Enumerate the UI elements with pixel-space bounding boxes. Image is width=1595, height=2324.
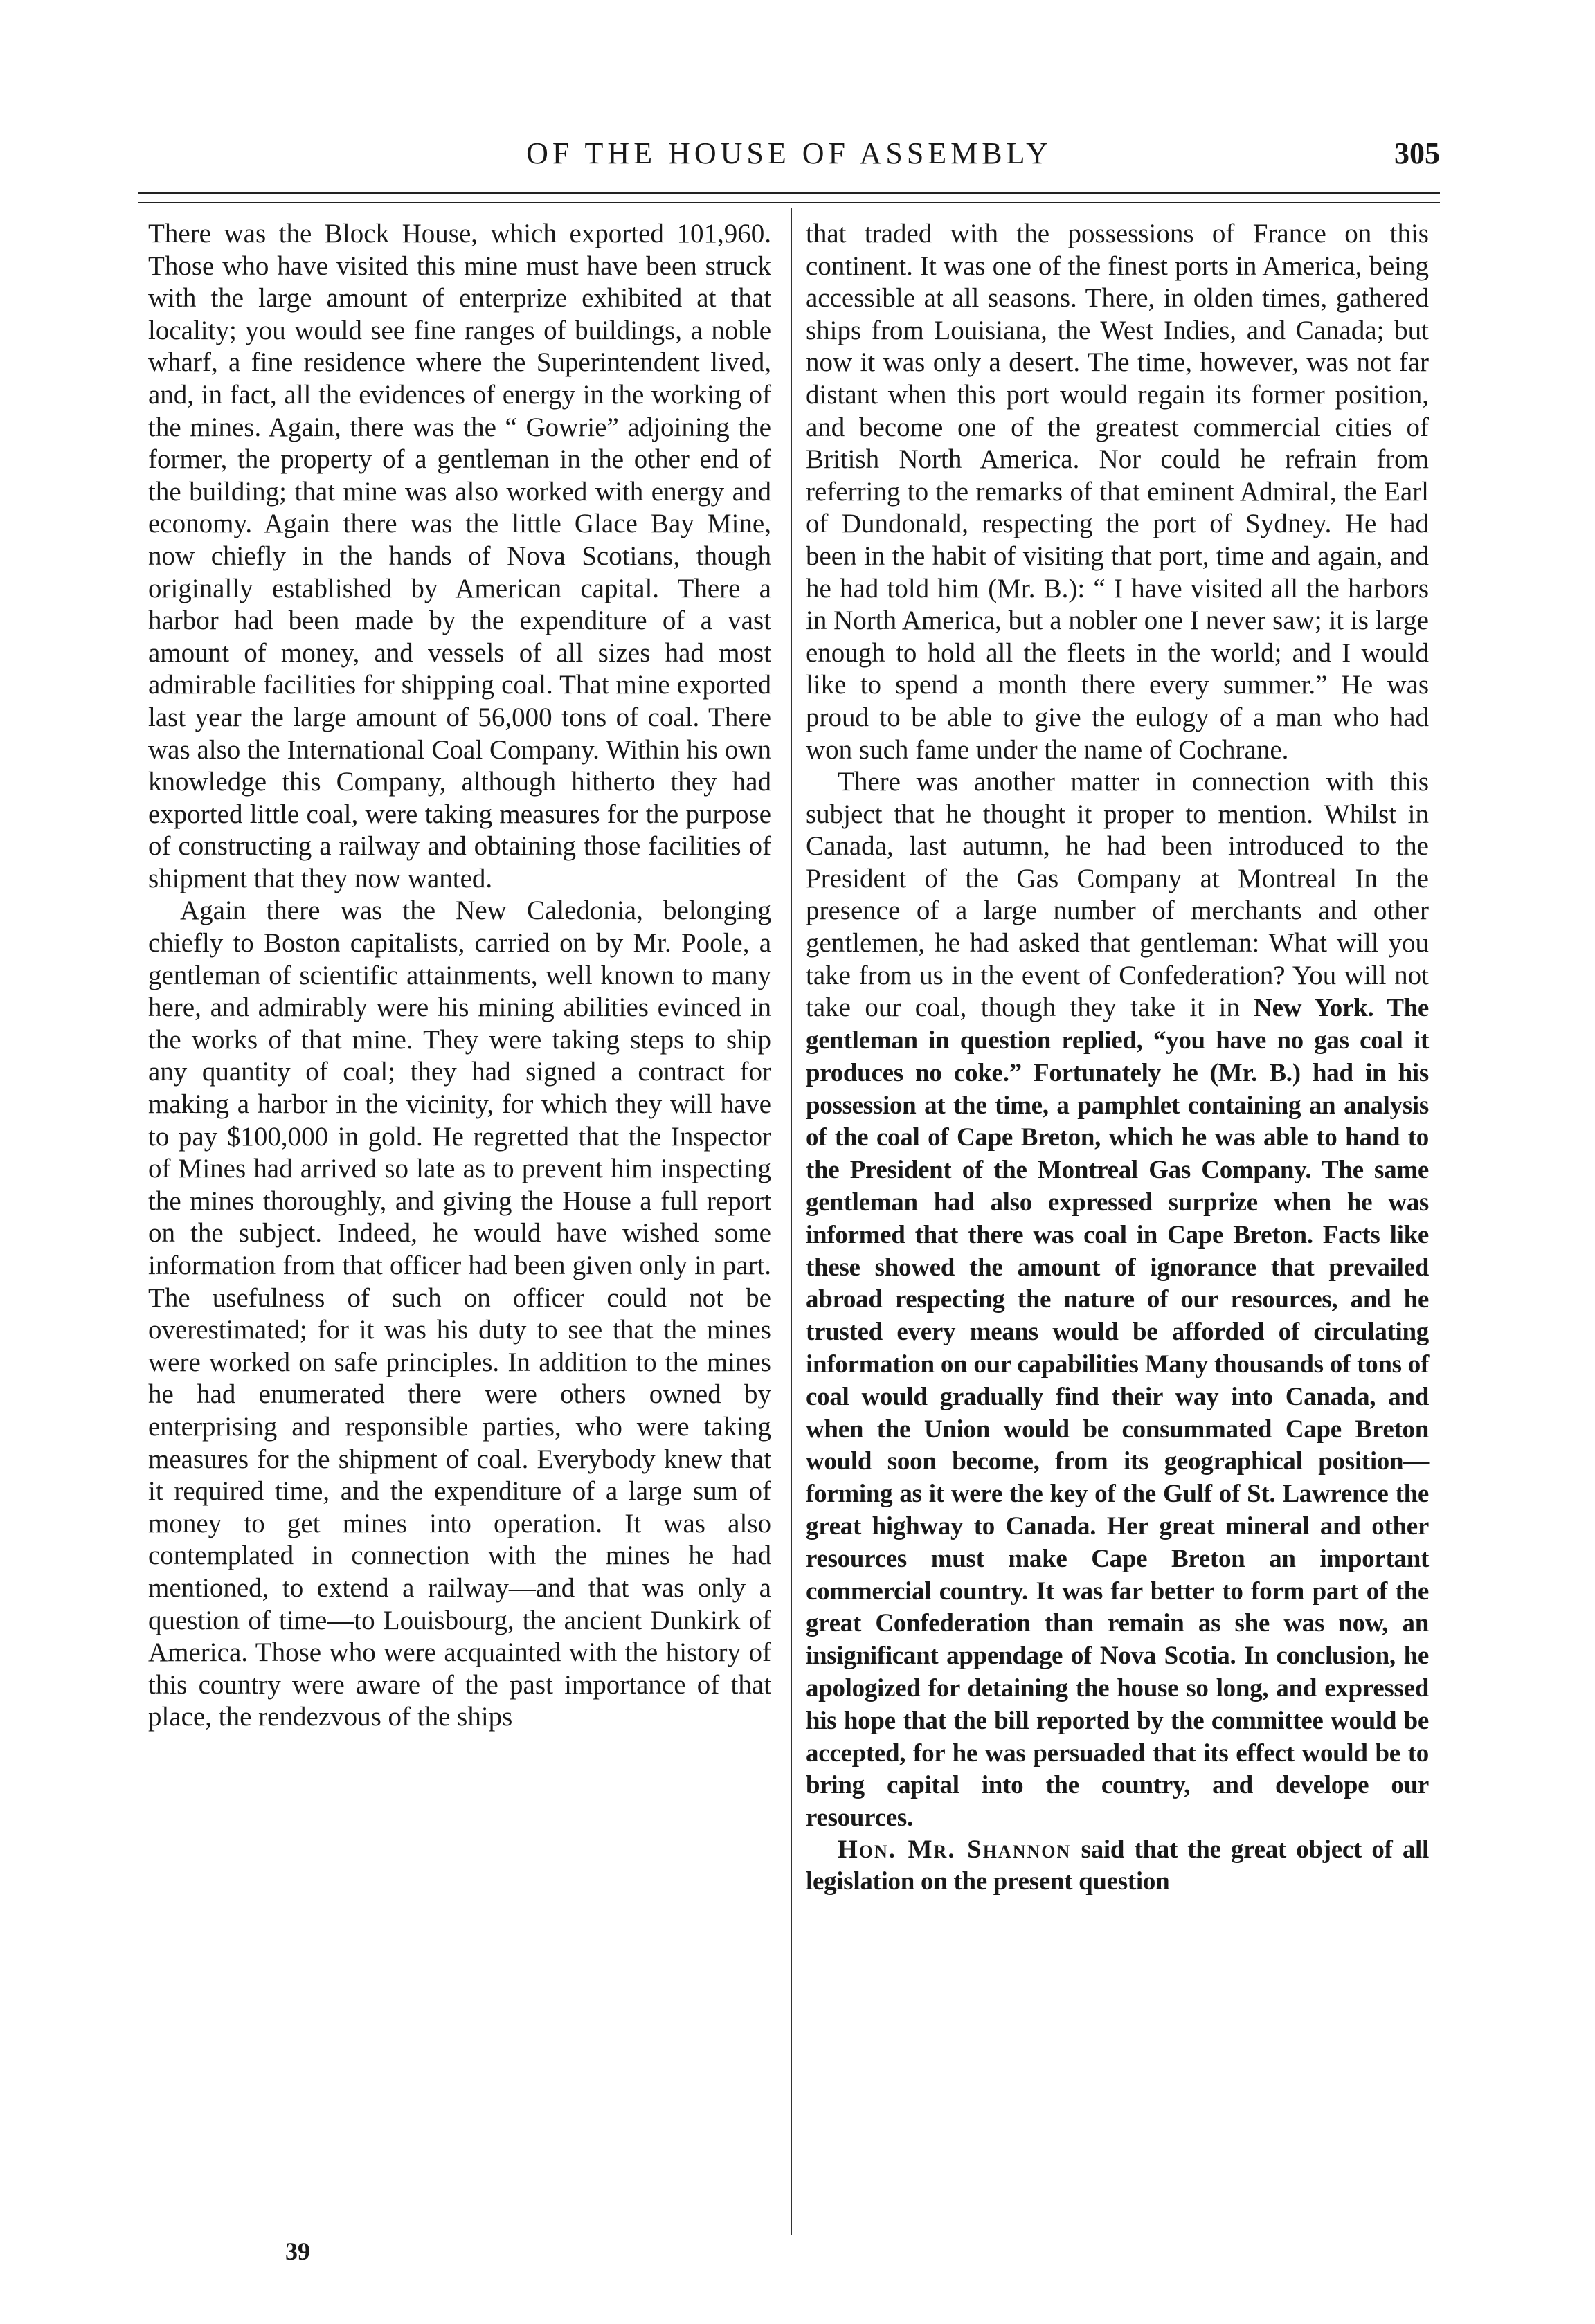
signature-mark: 39 xyxy=(285,2237,310,2265)
header-rule-thin xyxy=(138,202,1440,203)
paragraph-montreal-gas xyxy=(806,766,1429,1834)
paragraph-new-caledonia: Again there was the New Caledonia, belonging chiefly to Boston capitalists, carried on by Mr. Poole, a gentleman of scientific attainments, well known to many here, and admirably were his mining abilities evinced in the works of that mine. They were taking steps to ship any quantity of coal; they had signed a contract for making a harbor in the vicinity, for which they will have to pay $100,000 in gold. He regretted that the Inspector of Mines had arrived so late as to prevent him inspecting the mines thoroughly, and giving the House a full report on the subject. Indeed, he would have wished some information from that officer had been given only in part. The usefulness of such on officer could not be overestimated; for it was his duty to see that the mines were worked on safe principles. In addition to the mines he had enumerated there were others owned by enterprising and responsible parties, who were taking measures for the shipment of coal. Everybody knew that it required time, and the expenditure of a large sum of money to get mines into operation. It was also contemplated in connection with the mines he had mentioned, to extend a railway—and that was only a question of time—to Louisbourg, the ancient Dunkirk of America. Those who were acquainted with the history of this country were aware of the past importance of that place, the rendezvous of the ships xyxy=(148,896,771,1732)
paragraph-shannon xyxy=(806,1834,1429,1898)
running-head: OF THE HOUSE OF ASSEMBLY xyxy=(526,136,1052,170)
paragraph-block-house: There was the Block House, which exported 101,960. Those who have visited this mine must have been struck with the large amount of enterprize exhibited at that locality; you would see fine ranges of buildings, a noble wharf, a fine residence where the Superintendent lived, and, in fact, all the evidences of energy in the working of the mines. Again, there was the “ Gowrie” adjoining the former, the property of a gentleman in the other end of the building; that mine was also worked with energy and economy. Again there was the little Glace Bay Mine, now chiefly in the hands of Nova Scotians, though originally established by American capital. There a harbor had been made by the expenditure of a vast amount of money, and vessels of all sizes had most admirable facilities for shipping coal. That mine exported last year the large amount of 56,000 tons of coal. There was also the International Coal Company. Within his own knowledge this Company, although hitherto they had exported little coal, were taking measures for the purpose of constructing a railway and obtaining those facilities of shipment that they now wanted. xyxy=(148,219,771,893)
page-header xyxy=(138,136,1440,184)
column-divider xyxy=(791,208,792,2235)
paragraph-montreal-gas-part1: There was another matter in connection with this subject that he thought it proper to mention. Whilst in Canada, last autumn, he had been introduced to the President of the Gas Company at Montreal In the presence of a large number of merchants and other gentlemen, he had asked that gentleman: What will you take from us in the event of Confederation? You will not take our coal, though they take it in xyxy=(806,767,1429,1023)
header-rule-thick xyxy=(138,192,1440,194)
left-column xyxy=(148,218,771,1734)
page-number: 305 xyxy=(1394,136,1440,170)
speaker-text: said that the great object of all legislation on the present question xyxy=(806,1835,1429,1896)
right-column xyxy=(806,218,1429,1898)
paragraph-louisbourg: that traded with the possessions of France on this continent. It was one of the finest ports in America, being accessible at all seasons. There, in olden times, gathered ships from Louisiana, the West Indies, and Canada; but now it was only a desert. The time, however, was not far distant when this port would regain its former position, and become one of the greatest commercial cities of British North America. Nor could he refrain from referring to the remarks of that eminent Admiral, the Earl of Dundonald, respecting the port of Sydney. He had been in the habit of visiting that port, time and again, and he had told him (Mr. B.): “ I have visited all the harbors in North America, but a nobler one I never saw; it is large enough to hold all the fleets in the world; and I would like to spend a month there every summer.” He was proud to be able to give the eulogy of a man who had won such fame under the name of Cochrane. xyxy=(806,219,1429,765)
paragraph-montreal-gas-part2: New York. The gentleman in question replied, “you have no gas coal it produces no coke.” Fortunately he (Mr. B.) had in his possession at the time, a pamphlet containing an analysis of the coal of Cape Breton, which he was able to hand to the President of the Montreal Gas Company. The same gentleman had also expressed surprize when he was informed that there was coal in Cape Breton. Facts like these showed the amount of ignorance that prevailed abroad respecting the nature of our resources, and he trusted every means would be afforded of circulating information on our capabilities Many thousands of tons of coal would gradually find their way into Canada, and when the Union would be consummated Cape Breton would soon become, from its geographical position—forming as it were the key of the Gulf of St. Lawrence the great highway to Canada. Her great mineral and other resources must make Cape Breton an important commercial country. It was far better to form part of the great Confederation than remain as she was now, an insignificant appendage of Nova Scotia. In conclusion, he apologized for detaining the house so long, and expressed his hope that the bill reported by the committee would be accepted, for he was persuaded that its effect would be to bring capital into the country, and develope our resources. xyxy=(806,994,1430,1833)
speaker-name: Hon. Mr. Shannon xyxy=(838,1835,1072,1864)
